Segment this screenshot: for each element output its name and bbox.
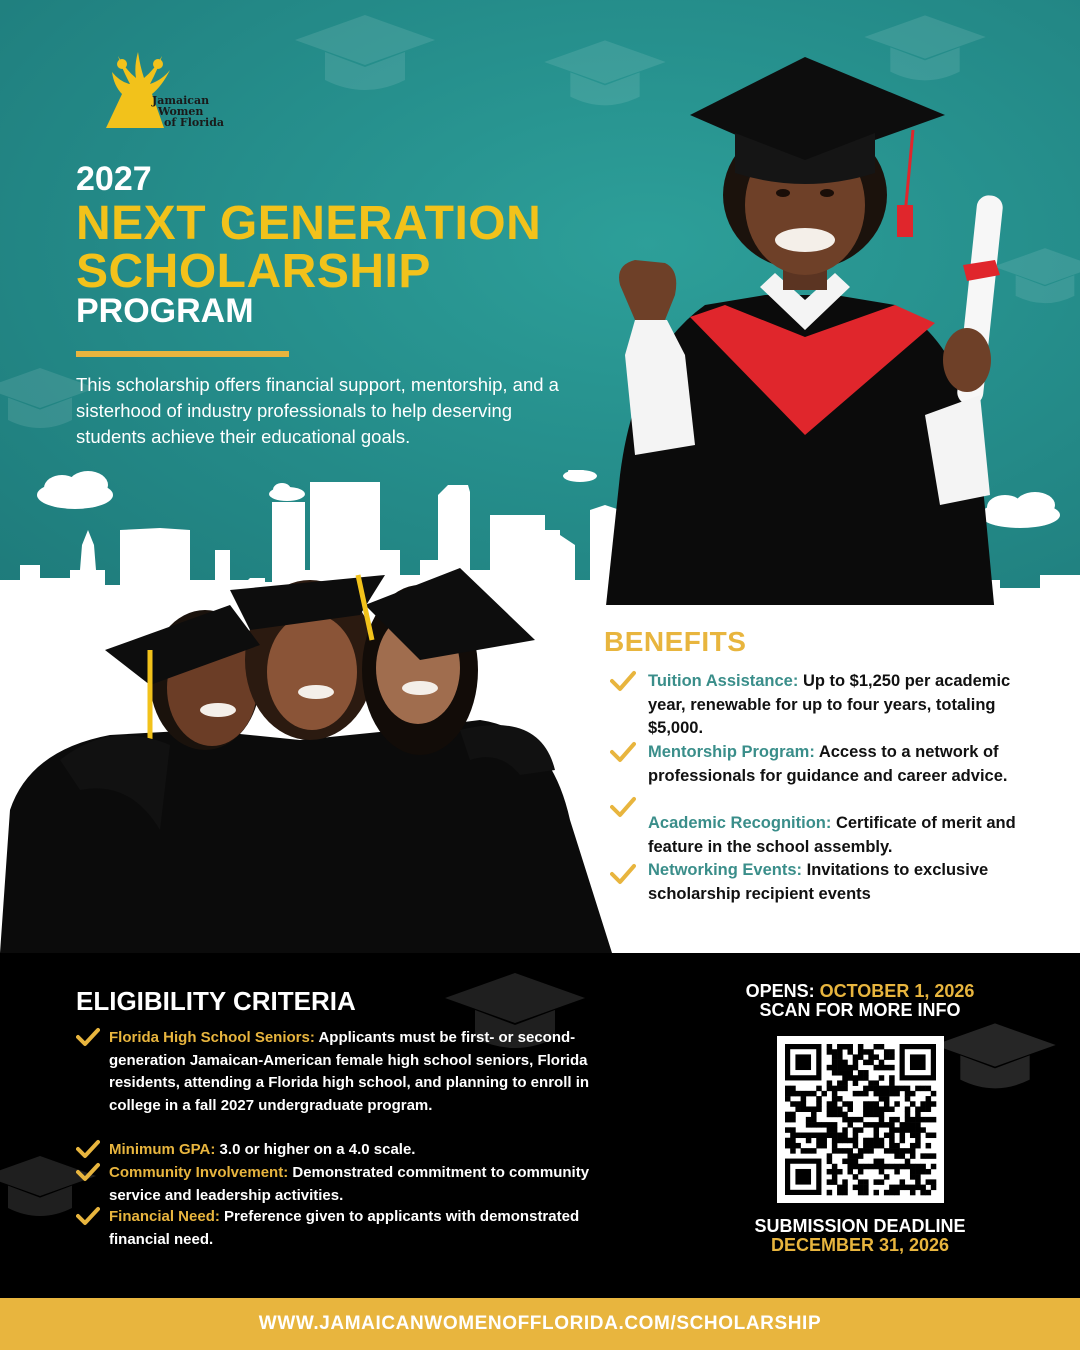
criteria-label: Financial Need: <box>109 1208 220 1225</box>
deadline-label: SUBMISSION DEADLINE <box>754 1216 966 1236</box>
logo-line: Jamaican <box>152 94 210 107</box>
opens-date: OCTOBER 1, 2026 <box>819 981 975 1001</box>
website-link[interactable]: WWW.JAMAICANWOMENOFFLORIDA.COM/SCHOLARSHIP <box>258 1313 822 1334</box>
criteria-text: Applicants must be first- or second-generation Jamaican-American female high school seniors, Florida residents, attending a Florida high school, and planning to enroll in college in a fall 2027 undergraduate program. <box>109 1029 590 1114</box>
deadline-date: DECEMBER 31, 2026 <box>770 1235 950 1255</box>
check-icon <box>76 1139 100 1159</box>
check-icon <box>76 1206 100 1226</box>
criteria-text: Demonstrated commitment to community service and leadership activities. <box>109 1164 590 1204</box>
benefit-text: Access to a network of professionals for guidance and career advice. <box>648 743 1008 785</box>
program-title-line1: NEXT GENERATION <box>76 197 542 250</box>
criteria-item <box>76 1206 596 1251</box>
benefit-label: Academic Recognition: <box>648 814 832 832</box>
check-icon <box>610 741 636 763</box>
benefit-text: Certificate of merit and feature in the school assembly. <box>648 814 1016 856</box>
graduates-group-image <box>0 560 615 953</box>
opens-label: OPENS: <box>745 981 815 1001</box>
eligibility-heading: ELIGIBILITY CRITERIA <box>76 986 356 1016</box>
benefit-item <box>610 812 1030 859</box>
logo-line: of Florida <box>164 116 225 129</box>
criteria-label: Minimum GPA: <box>109 1141 216 1158</box>
criteria-label: Florida High School Seniors: <box>109 1029 315 1046</box>
logo-line: Women <box>158 105 204 118</box>
title-divider <box>76 351 289 357</box>
qr-code[interactable] <box>777 1036 944 1203</box>
benefit-label: Tuition Assistance: <box>648 672 799 690</box>
criteria-item <box>76 1027 596 1117</box>
graduation-cap-watermark-icon <box>290 10 440 100</box>
benefit-item <box>610 741 1030 788</box>
program-title-line2: SCHOLARSHIP <box>76 245 431 298</box>
benefit-item <box>610 859 1030 906</box>
benefit-label: Networking Events: <box>648 861 803 879</box>
benefit-label: Mentorship Program: <box>648 743 815 761</box>
opens-info <box>700 982 1020 1020</box>
logo-wordmark <box>152 95 232 128</box>
benefit-text: Up to $1,250 per academic year, renewable for up to four years, totaling $5,000. <box>648 672 1011 737</box>
check-icon <box>610 796 636 818</box>
program-title-line3: PROGRAM <box>76 292 254 330</box>
graduate-portrait-image <box>595 55 1015 625</box>
intro-paragraph: This scholarship offers financial support, mentorship, and a sisterhood of industry professionals to help deserving students achieve their educational goals. <box>76 374 559 447</box>
criteria-text: 3.0 or higher on a 4.0 scale. <box>215 1141 416 1158</box>
check-icon <box>610 863 636 885</box>
benefit-text: Invitations to exclusive scholarship recipient events <box>648 861 989 903</box>
check-icon <box>76 1162 100 1182</box>
criteria-label: Community Involvement: <box>109 1164 289 1181</box>
criteria-text: Preference given to applicants with demonstrated financial need. <box>109 1208 580 1248</box>
scan-instruction: SCAN FOR MORE INFO <box>759 1000 961 1020</box>
criteria-item <box>76 1139 596 1162</box>
criteria-item <box>76 1162 596 1207</box>
footer-bar <box>0 1298 1080 1350</box>
benefits-heading: BENEFITS <box>604 626 747 657</box>
check-icon <box>76 1027 100 1047</box>
program-year: 2027 <box>76 160 152 198</box>
submission-deadline <box>700 1217 1020 1255</box>
benefit-item <box>610 670 1030 741</box>
check-icon <box>610 670 636 692</box>
